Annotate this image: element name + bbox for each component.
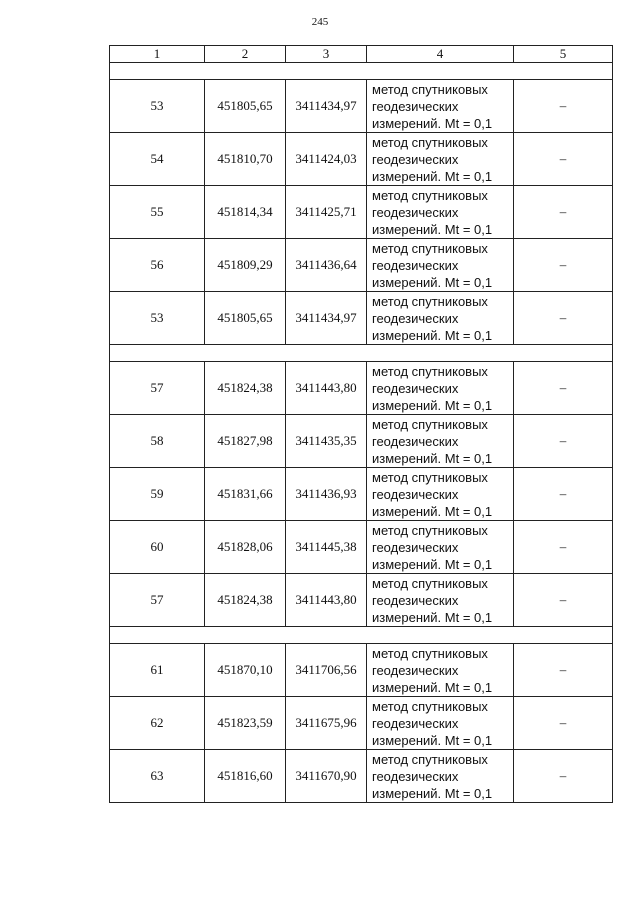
method-line: метод спутниковых: [372, 751, 488, 767]
method-line: метод спутниковых: [372, 81, 488, 97]
point-number-cell: 55: [110, 186, 205, 239]
column-header: 3: [286, 46, 367, 63]
method-cell: [367, 186, 514, 239]
method-line: геодезических: [372, 768, 459, 784]
x-coordinate-cell: 451805,65: [205, 80, 286, 133]
method-line: метод спутниковых: [372, 240, 488, 256]
method-line: измерений. Mt = 0,1: [372, 732, 493, 748]
method-cell: [367, 133, 514, 186]
y-coordinate-cell: 3411434,97: [286, 80, 367, 133]
method-line: геодезических: [372, 204, 459, 220]
point-number-cell: 53: [110, 80, 205, 133]
table-row: [110, 133, 613, 186]
column-header-row: [110, 46, 613, 63]
method-cell: [367, 292, 514, 345]
y-coordinate-cell: 3411706,56: [286, 644, 367, 697]
method-line: геодезических: [372, 98, 459, 114]
x-coordinate-cell: 451824,38: [205, 362, 286, 415]
method-cell: [367, 521, 514, 574]
method-line: измерений. Mt = 0,1: [372, 327, 493, 343]
y-coordinate-cell: 3411443,80: [286, 574, 367, 627]
group-separator-cell: [110, 63, 613, 80]
method-cell: [367, 468, 514, 521]
column-header: 2: [205, 46, 286, 63]
note-cell: –: [514, 697, 613, 750]
point-number-cell: 62: [110, 697, 205, 750]
method-cell: [367, 362, 514, 415]
method-line: измерений. Mt = 0,1: [372, 168, 493, 184]
group-separator-cell: [110, 345, 613, 362]
method-line: измерений. Mt = 0,1: [372, 679, 493, 695]
note-cell: –: [514, 468, 613, 521]
method-line: измерений. Mt = 0,1: [372, 450, 493, 466]
table-row: [110, 468, 613, 521]
x-coordinate-cell: 451809,29: [205, 239, 286, 292]
point-number-cell: 61: [110, 644, 205, 697]
x-coordinate-cell: 451805,65: [205, 292, 286, 345]
point-number-cell: 57: [110, 574, 205, 627]
note-cell: –: [514, 80, 613, 133]
note-cell: –: [514, 239, 613, 292]
method-line: измерений. Mt = 0,1: [372, 609, 493, 625]
x-coordinate-cell: 451828,06: [205, 521, 286, 574]
x-coordinate-cell: 451810,70: [205, 133, 286, 186]
method-line: метод спутниковых: [372, 134, 488, 150]
method-line: геодезических: [372, 257, 459, 273]
method-cell: [367, 644, 514, 697]
coordinates-table: [109, 45, 613, 803]
method-line: геодезических: [372, 310, 459, 326]
method-line: геодезических: [372, 151, 459, 167]
method-line: геодезических: [372, 486, 459, 502]
y-coordinate-cell: 3411435,35: [286, 415, 367, 468]
note-cell: –: [514, 362, 613, 415]
y-coordinate-cell: 3411670,90: [286, 750, 367, 803]
y-coordinate-cell: 3411425,71: [286, 186, 367, 239]
method-line: геодезических: [372, 715, 459, 731]
method-cell: [367, 574, 514, 627]
table-row: [110, 362, 613, 415]
method-line: измерений. Mt = 0,1: [372, 274, 493, 290]
method-line: метод спутниковых: [372, 293, 488, 309]
point-number-cell: 56: [110, 239, 205, 292]
point-number-cell: 53: [110, 292, 205, 345]
y-coordinate-cell: 3411443,80: [286, 362, 367, 415]
point-number-cell: 59: [110, 468, 205, 521]
note-cell: –: [514, 521, 613, 574]
table-row: [110, 239, 613, 292]
method-line: метод спутниковых: [372, 469, 488, 485]
method-line: метод спутниковых: [372, 522, 488, 538]
column-header: 4: [367, 46, 514, 63]
point-number-cell: 60: [110, 521, 205, 574]
method-line: геодезических: [372, 662, 459, 678]
note-cell: –: [514, 750, 613, 803]
group-separator-row: [110, 345, 613, 362]
method-line: метод спутниковых: [372, 187, 488, 203]
y-coordinate-cell: 3411445,38: [286, 521, 367, 574]
x-coordinate-cell: 451831,66: [205, 468, 286, 521]
note-cell: –: [514, 574, 613, 627]
note-cell: –: [514, 292, 613, 345]
group-separator-row: [110, 627, 613, 644]
method-cell: [367, 415, 514, 468]
group-separator-cell: [110, 627, 613, 644]
y-coordinate-cell: 3411436,93: [286, 468, 367, 521]
point-number-cell: 57: [110, 362, 205, 415]
method-line: геодезических: [372, 539, 459, 555]
note-cell: –: [514, 186, 613, 239]
note-cell: –: [514, 644, 613, 697]
x-coordinate-cell: 451827,98: [205, 415, 286, 468]
y-coordinate-cell: 3411436,64: [286, 239, 367, 292]
x-coordinate-cell: 451824,38: [205, 574, 286, 627]
note-cell: –: [514, 415, 613, 468]
method-line: измерений. Mt = 0,1: [372, 785, 493, 801]
x-coordinate-cell: 451816,60: [205, 750, 286, 803]
method-line: измерений. Mt = 0,1: [372, 556, 493, 572]
x-coordinate-cell: 451823,59: [205, 697, 286, 750]
method-line: измерений. Mt = 0,1: [372, 221, 493, 237]
method-line: метод спутниковых: [372, 645, 488, 661]
method-cell: [367, 239, 514, 292]
table-row: [110, 415, 613, 468]
x-coordinate-cell: 451870,10: [205, 644, 286, 697]
method-cell: [367, 697, 514, 750]
method-cell: [367, 750, 514, 803]
table-row: [110, 186, 613, 239]
method-line: геодезических: [372, 433, 459, 449]
method-line: метод спутниковых: [372, 575, 488, 591]
method-line: измерений. Mt = 0,1: [372, 397, 493, 413]
method-line: метод спутниковых: [372, 698, 488, 714]
method-line: измерений. Mt = 0,1: [372, 115, 493, 131]
method-line: метод спутниковых: [372, 363, 488, 379]
method-cell: [367, 80, 514, 133]
table-body: [110, 46, 613, 803]
y-coordinate-cell: 3411434,97: [286, 292, 367, 345]
note-cell: –: [514, 133, 613, 186]
page-number: 245: [311, 16, 329, 28]
table-row: [110, 750, 613, 803]
point-number-cell: 54: [110, 133, 205, 186]
table-row: [110, 80, 613, 133]
y-coordinate-cell: 3411675,96: [286, 697, 367, 750]
y-coordinate-cell: 3411424,03: [286, 133, 367, 186]
method-line: геодезических: [372, 592, 459, 608]
table-row: [110, 574, 613, 627]
table-row: [110, 521, 613, 574]
table-row: [110, 292, 613, 345]
method-line: геодезических: [372, 380, 459, 396]
table-row: [110, 697, 613, 750]
column-header: 1: [110, 46, 205, 63]
method-line: измерений. Mt = 0,1: [372, 503, 493, 519]
point-number-cell: 58: [110, 415, 205, 468]
x-coordinate-cell: 451814,34: [205, 186, 286, 239]
point-number-cell: 63: [110, 750, 205, 803]
table-row: [110, 644, 613, 697]
group-separator-row: [110, 63, 613, 80]
method-line: метод спутниковых: [372, 416, 488, 432]
column-header: 5: [514, 46, 613, 63]
